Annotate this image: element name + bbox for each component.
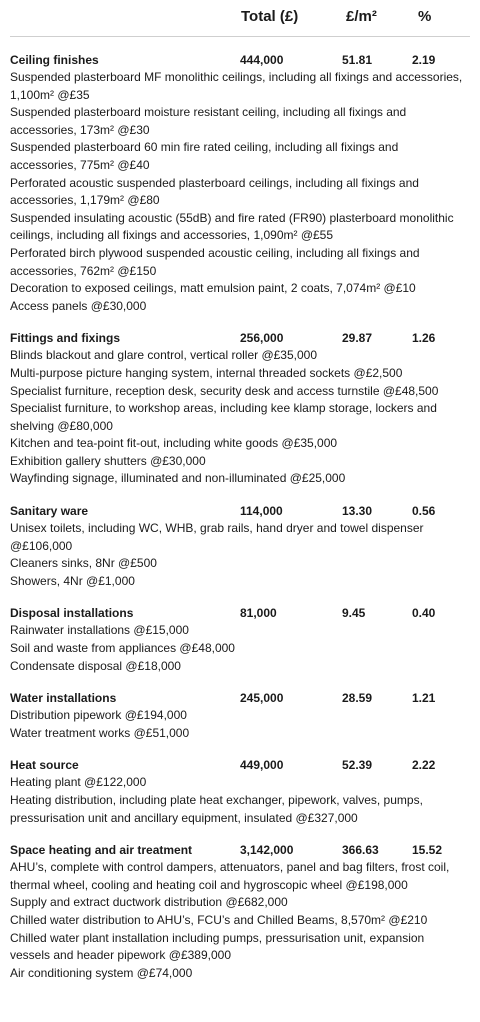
header-total: Total (£) (241, 8, 299, 25)
line-item: Suspended plasterboard 60 min fire rated ceiling, including all fixings and accessories, 775m² @£40 (10, 140, 399, 172)
line-item: Rainwater installations @£15,000 (10, 623, 189, 638)
section-per-m2: 13.30 (342, 504, 373, 519)
line-item: Specialist furniture, to workshop areas, including kee klamp storage, lockers and shelving @£80,000 (10, 401, 437, 433)
line-item: Condensate disposal @£18,000 (10, 658, 181, 673)
line-item: Decoration to exposed ceilings, matt emulsion paint, 2 coats, 7,074m² @£10 (10, 281, 416, 296)
line-item: Unisex toilets, including WC, WHB, grab rails, hand dryer and towel dispenser @£106,000 (10, 521, 424, 553)
table-header (10, 0, 470, 36)
section-per-m2: 29.87 (342, 331, 373, 346)
cost-section (10, 502, 470, 590)
cost-section (10, 756, 470, 827)
section-per-m2: 52.39 (342, 758, 373, 773)
section-total: 245,000 (240, 691, 284, 706)
section-header (10, 329, 470, 347)
line-item: Showers, 4Nr @£1,000 (10, 573, 135, 588)
section-total: 3,142,000 (240, 843, 294, 858)
section-name: Space heating and air treatment (10, 843, 193, 858)
cost-section (10, 51, 470, 315)
line-item: Specialist furniture, reception desk, security desk and access turnstile @£48,500 (10, 383, 439, 398)
cost-section (10, 689, 470, 742)
section-total: 81,000 (240, 606, 277, 621)
line-item: Chilled water distribution to AHU’s, FCU’s and Chilled Beams, 8,570m² @£210 (10, 912, 428, 927)
sections-container (10, 51, 470, 982)
cost-section (10, 841, 470, 982)
section-name: Fittings and fixings (10, 331, 120, 346)
section-name: Water installations (10, 691, 117, 706)
line-item: Water treatment works @£51,000 (10, 725, 190, 740)
line-item: Kitchen and tea-point fit-out, including white goods @£35,000 (10, 436, 338, 451)
section-header (10, 841, 470, 859)
section-percent: 0.40 (412, 606, 436, 621)
section-per-m2: 51.81 (342, 53, 373, 67)
section-percent: 15.52 (412, 843, 443, 858)
section-percent: 2.22 (412, 758, 436, 773)
line-item: Suspended insulating acoustic (55dB) and fire rated (FR90) plasterboard monolithic ceilings, including all fixings and accessories, 1,090m² @£55 (10, 210, 454, 243)
line-item: Cleaners sinks, 8Nr @£500 (10, 556, 157, 571)
line-item: Air conditioning system @£74,000 (10, 965, 193, 980)
section-per-m2: 9.45 (342, 606, 366, 621)
section-per-m2: 366.63 (342, 843, 379, 858)
section-total: 449,000 (240, 758, 284, 773)
line-item: Suspended plasterboard MF monolithic ceilings, including all fixings and accessories, 1,100m² @£35 (10, 70, 463, 102)
section-name: Ceiling finishes (10, 53, 99, 67)
line-item: AHU’s, complete with control dampers, attenuators, panel and bag filters, frost coil, thermal wheel, cooling and heating coil and hygroscopic wheel @£198,000 (10, 860, 450, 892)
section-percent: 1.21 (412, 691, 436, 706)
line-item: Supply and extract ductwork distribution @£682,000 (10, 895, 288, 910)
line-item: Perforated birch plywood suspended acoustic ceiling, including all fixings and accessories, 762m² @£150 (10, 245, 420, 278)
section-total: 444,000 (240, 53, 284, 67)
line-item: Heating distribution, including plate heat exchanger, pipework, valves, pumps, pressurisation unit and ancillary equipment, insulated @£327,000 (10, 793, 423, 825)
section-header (10, 51, 470, 69)
section-percent: 1.26 (412, 331, 436, 346)
section-header (10, 756, 470, 774)
section-total: 114,000 (240, 504, 283, 519)
line-item: Wayfinding signage, illuminated and non-illuminated @£25,000 (10, 471, 346, 486)
line-item: Distribution pipework @£194,000 (10, 708, 187, 723)
section-name: Disposal installations (10, 606, 134, 621)
header-divider (10, 36, 470, 37)
section-percent: 0.56 (412, 504, 436, 519)
section-total: 256,000 (240, 331, 284, 346)
line-item: Chilled water plant installation including pumps, pressurisation unit, expansion vessels and header pipework @£389,000 (10, 930, 425, 963)
header-per-m2: £/m² (346, 8, 377, 25)
section-name: Sanitary ware (10, 504, 89, 519)
line-item: Multi-purpose picture hanging system, internal threaded sockets @£2,500 (10, 365, 403, 380)
line-item: Exhibition gallery shutters @£30,000 (10, 453, 206, 468)
section-header (10, 689, 470, 707)
line-item: Heating plant @£122,000 (10, 775, 147, 790)
line-item: Suspended plasterboard moisture resistant ceiling, including all fixings and accessories, 173m² @£30 (10, 105, 407, 137)
section-header (10, 502, 470, 520)
line-item: Blinds blackout and glare control, vertical roller @£35,000 (10, 348, 318, 363)
cost-section (10, 329, 470, 488)
cost-section (10, 604, 470, 675)
section-name: Heat source (10, 758, 79, 773)
line-item: Access panels @£30,000 (10, 298, 147, 313)
header-percent: % (418, 8, 432, 25)
line-item: Soil and waste from appliances @£48,000 (10, 641, 235, 656)
section-header (10, 604, 470, 622)
section-percent: 2.19 (412, 53, 436, 67)
section-per-m2: 28.59 (342, 691, 373, 706)
line-item: Perforated acoustic suspended plasterboard ceilings, including all fixings and accessories, 1,179m² @£80 (10, 175, 419, 208)
